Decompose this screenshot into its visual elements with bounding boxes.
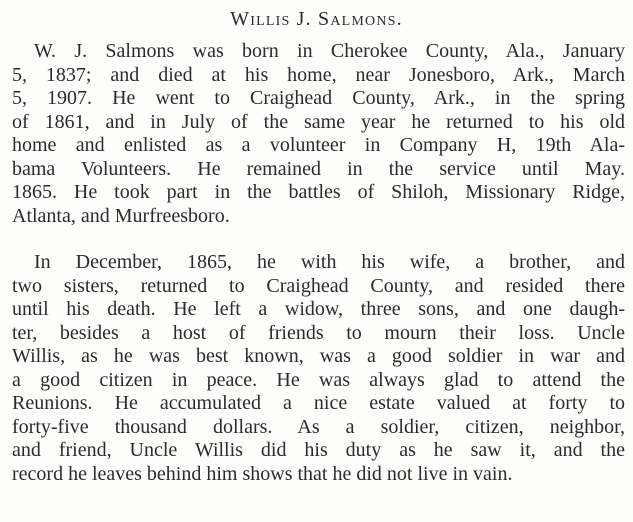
text-line: 1865. He took part in the battles of Shiloh, Missionary Ridge, [12, 181, 625, 203]
text-line: In December, 1865, he with his wife, a brother, and [34, 251, 625, 273]
text-line: and friend, Uncle Willis did his duty as he saw it, and the [12, 439, 625, 461]
text-line: ter, besides a host of friends to mourn their loss. Uncle [12, 321, 625, 344]
text-line: record he leaves behind him shows that he did not live in vain. [12, 462, 513, 485]
text-line: until his death. He left a widow, three sons, and one daugh- [12, 298, 625, 320]
text-line: 5, 1907. He went to Craighead County, Ark., in the spring [12, 87, 625, 109]
text-line: of 1861, and in July of the same year he returned to his old [12, 110, 625, 133]
text-line: home and enlisted as a volunteer in Company H, 19th Ala- [12, 134, 625, 156]
paragraph-2 [12, 251, 625, 486]
text-line: bama Volunteers. He remained in the service until May. [12, 157, 625, 180]
text-line: two sisters, returned to Craighead County, and resided there [12, 274, 625, 297]
text-line: Atlanta, and Murfreesboro. [12, 204, 230, 227]
text-line: a good citizen in peace. He was always glad to attend the [12, 368, 625, 391]
text-line: Willis, as he was best known, was a good soldier in war and [12, 345, 625, 367]
paragraph-1 [12, 40, 625, 228]
text-line: 5, 1837; and died at his home, near Jonesboro, Ark., March [12, 63, 625, 86]
text-line: W. J. Salmons was born in Cherokee County, Ala., January [34, 40, 625, 62]
page-title: Willis J. Salmons. [230, 8, 403, 30]
text-line: Reunions. He accumulated a nice estate valued at forty to [12, 392, 625, 414]
text-line: forty-five thousand dollars. As a soldier, citizen, neighbor, [12, 415, 625, 438]
